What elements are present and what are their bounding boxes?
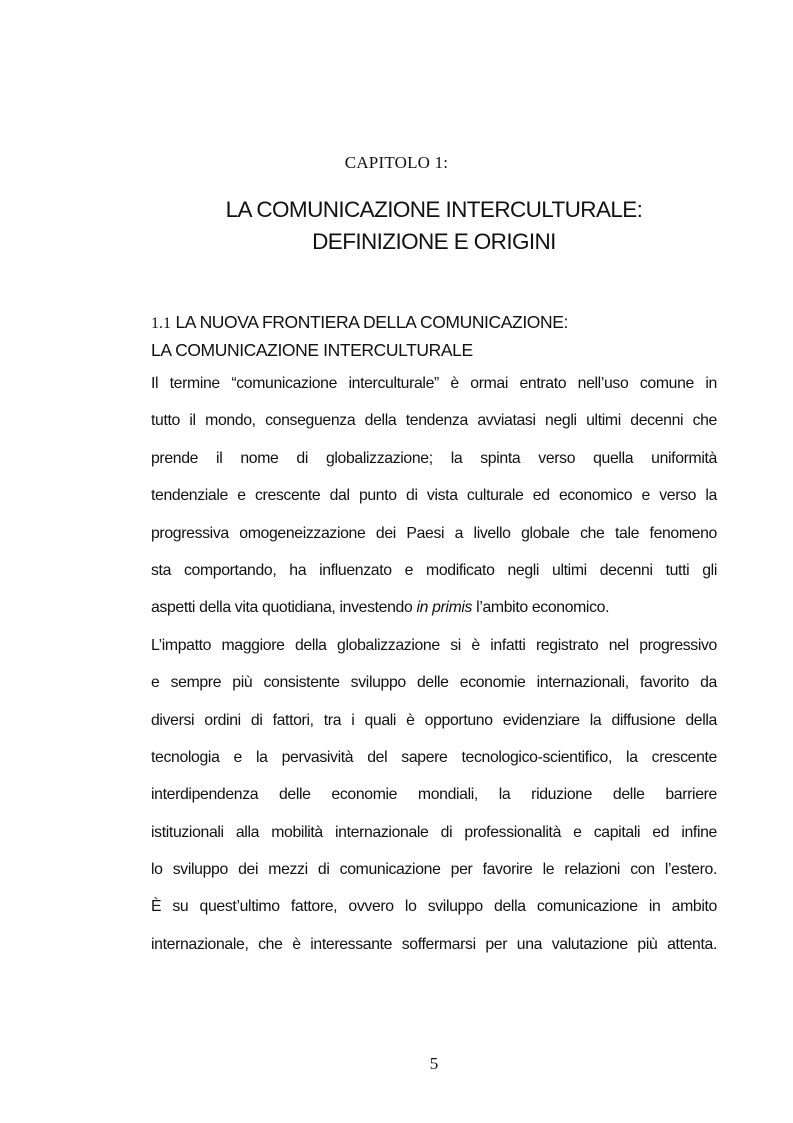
paragraph-line: prende il nome di globalizzazione; la spinta verso quella uniformità: [151, 449, 717, 467]
paragraph-line: Il termine “comunicazione interculturale” è ormai entrato nell’uso comune in: [151, 375, 717, 392]
body-paragraphs: [151, 372, 717, 970]
chapter-label: CAPITOLO 1:: [344, 153, 449, 172]
paragraph-line: [151, 596, 717, 633]
paragraph-line: lo sviluppo dei mezzi di comunicazione per favorire le relazioni con l’estero.: [151, 861, 717, 879]
text-after-italic: l’ambito economico.: [472, 599, 610, 617]
page-number: 5: [429, 1054, 439, 1073]
paragraph-line: L’impatto maggiore della globalizzazione si è infatti registrato nel progressivo: [151, 636, 717, 654]
paragraph-line: istituzionali alla mobilità internazionale di professionalità e capitali ed infine: [151, 823, 717, 841]
chapter-title-line-2: DEFINIZIONE E ORIGINI: [312, 229, 556, 254]
paragraph-line: tutto il mondo, conseguenza della tendenza avviatasi negli ultimi decenni che: [151, 412, 717, 430]
chapter-title: [0, 194, 793, 258]
section-heading-line-1: [151, 309, 711, 337]
section-number: 1.1: [151, 315, 171, 332]
paragraph-line: e sempre più consistente sviluppo delle economie internazionali, favorito da: [151, 674, 717, 692]
section-heading: [151, 309, 711, 363]
paragraph-line: È su quest’ultimo fattore, ovvero lo sviluppo della comunicazione in ambito: [151, 898, 717, 916]
text-before-italic: aspetti della vita quotidiana, investendo: [151, 599, 417, 617]
paragraph-line: tecnologia e la pervasività del sapere tecnologico-scientifico, la crescente: [151, 748, 717, 766]
paragraph-line: diversi ordini di fattori, tra i quali è opportuno evidenziare la diffusione della: [151, 711, 717, 729]
section-title-line-2: LA COMUNICAZIONE INTERCULTURALE: [151, 340, 473, 360]
italic-term: in primis: [416, 599, 473, 617]
paragraph-line: interdipendenza delle economie mondiali, la riduzione delle barriere: [151, 786, 717, 804]
section-title-line-1: LA NUOVA FRONTIERA DELLA COMUNICAZIONE:: [175, 312, 568, 332]
paragraph-line: progressiva omogeneizzazione dei Paesi a livello globale che tale fenomeno: [151, 524, 717, 542]
paragraph-line: internazionale, che è interessante soffermarsi per una valutazione più attenta.: [151, 935, 717, 953]
paragraph-line: sta comportando, ha influenzato e modificato negli ultimi decenni tutti gli: [151, 561, 717, 579]
paragraph-line: tendenziale e crescente dal punto di vista culturale ed economico e verso la: [151, 487, 717, 505]
chapter-title-line-1: LA COMUNICAZIONE INTERCULTURALE:: [225, 197, 643, 222]
